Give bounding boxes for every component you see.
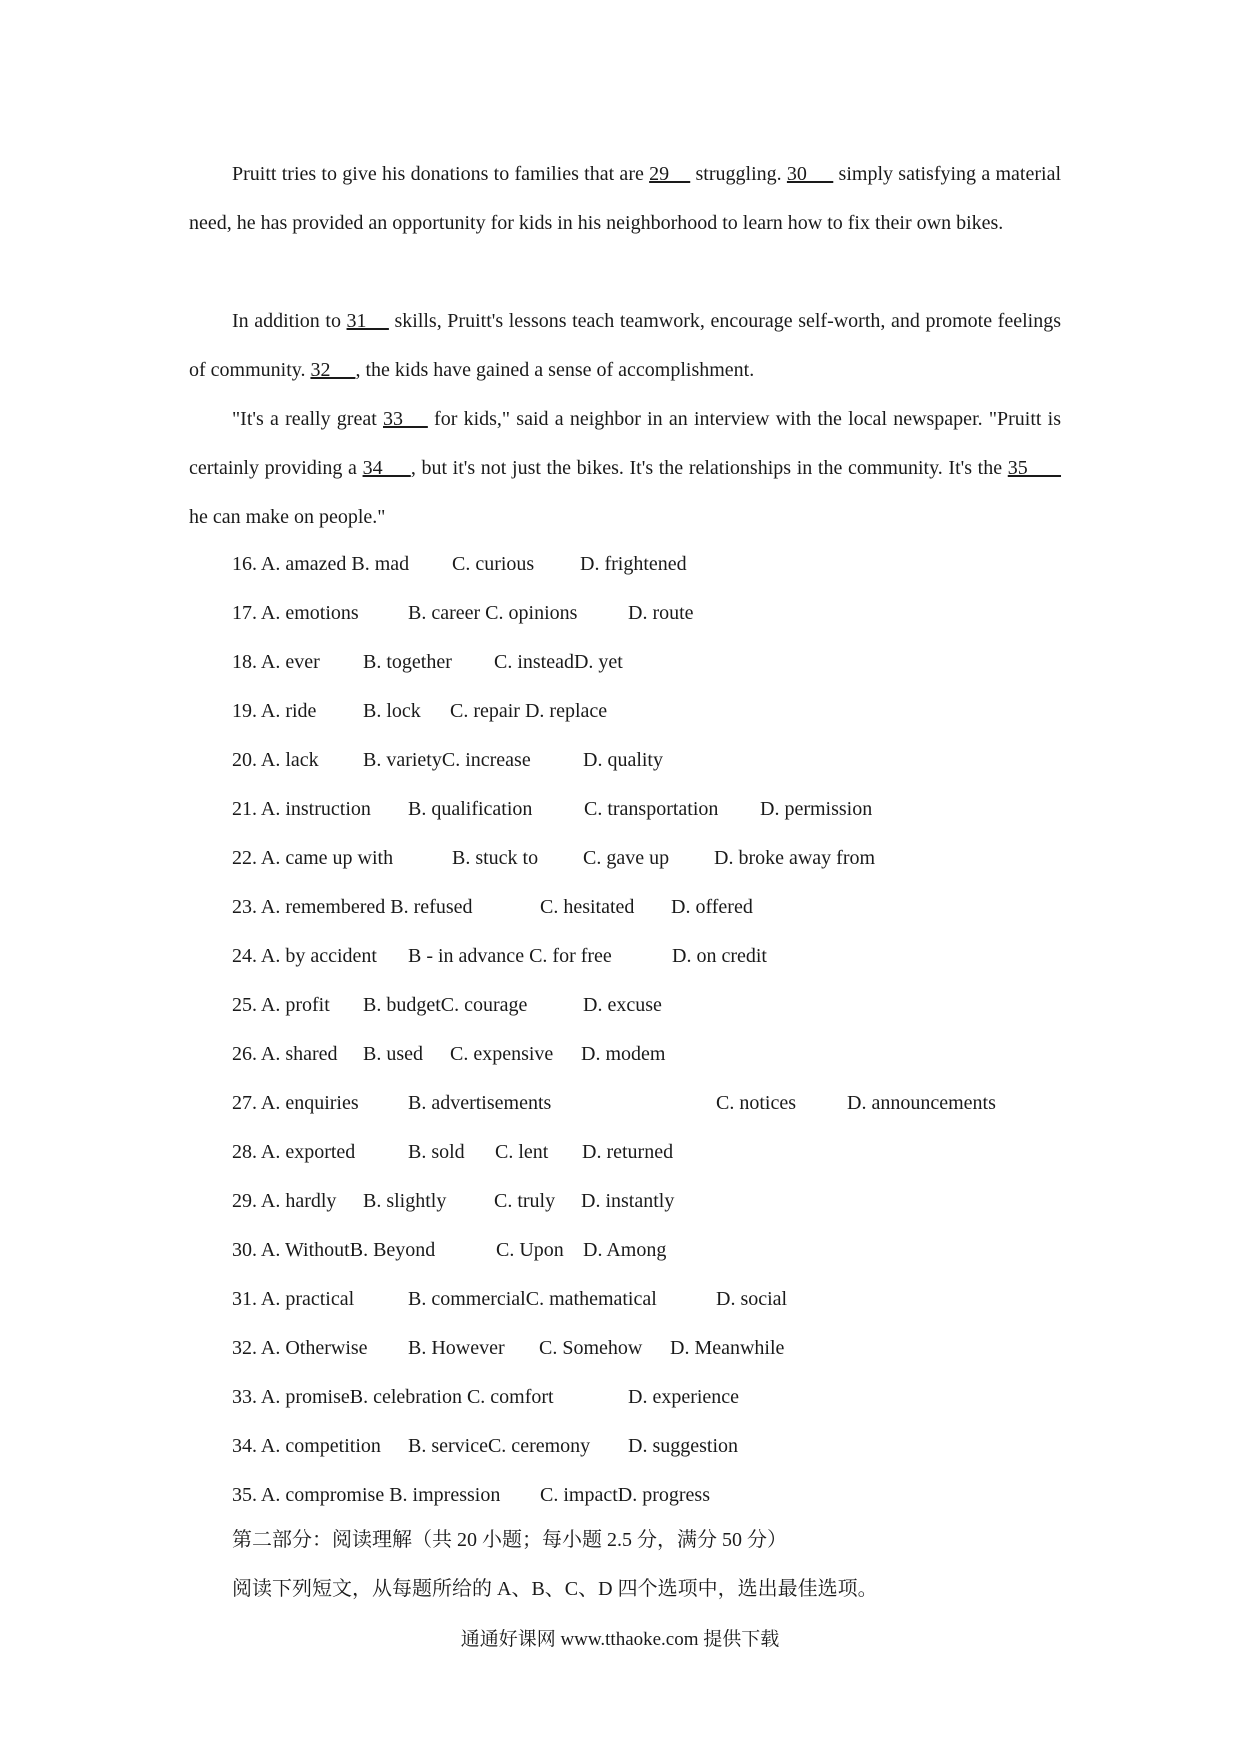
option-text: 17. A. emotions	[232, 602, 359, 624]
option-text: 21. A. instruction	[232, 798, 371, 820]
option-text: C. impactD. progress	[540, 1484, 710, 1506]
option-text: C. hesitated	[540, 896, 635, 918]
option-text: B. commercialC. mathematical	[408, 1288, 657, 1310]
option-text: B. budgetC. courage	[363, 994, 528, 1016]
option-row-29	[232, 1177, 996, 1226]
option-text: B. stuck to	[452, 847, 539, 869]
option-text: 34. A. competition	[232, 1435, 381, 1457]
option-row-22	[232, 834, 996, 883]
option-text: C. repair D. replace	[450, 700, 608, 722]
blank-30: 30	[786, 163, 834, 185]
option-row-18	[232, 638, 996, 687]
option-text: 19. A. ride	[232, 700, 317, 722]
option-row-34	[232, 1422, 996, 1471]
passage-paragraph-3	[189, 395, 1061, 542]
passage-paragraph-2	[189, 297, 1061, 395]
option-text: B. slightly	[363, 1190, 447, 1212]
option-text: D. returned	[582, 1141, 674, 1163]
option-text: D. modem	[581, 1043, 666, 1065]
option-text: 26. A. shared	[232, 1043, 338, 1065]
option-text: 35. A. compromise B. impression	[232, 1484, 501, 1506]
option-text: B. advertisements	[408, 1092, 552, 1114]
option-row-19	[232, 687, 996, 736]
option-row-21	[232, 785, 996, 834]
text-run: Pruitt tries to give his donations to families that are	[232, 163, 650, 185]
passage-paragraph-1	[189, 150, 1061, 248]
option-text: 33. A. promiseB. celebration C. comfort	[232, 1386, 554, 1408]
text-run: simply satisfying a material need, he has provided an opportunity for kids in his neighborhood to learn how to fix their own bikes.	[189, 163, 1062, 234]
option-text: B. However	[408, 1337, 505, 1359]
section-instruction: 阅读下列短文，从每题所给的 A、B、C、D 四个选项中，选出最佳选项。	[232, 1578, 878, 1600]
option-text: B - in advance C. for free	[408, 945, 612, 967]
option-text: C. curious	[452, 553, 535, 575]
option-text: B. qualification	[408, 798, 533, 820]
text-run: , but it's not just the bikes. It's the relationships in the community. It's the	[410, 457, 1008, 479]
option-row-32	[232, 1324, 996, 1373]
text-run: In addition to	[232, 310, 347, 332]
option-text: D. permission	[760, 798, 873, 820]
text-run: , the kids have gained a sense of accomplishment.	[355, 359, 755, 381]
option-text: D. frightened	[580, 553, 687, 575]
option-text: 23. A. remembered B. refused	[232, 896, 473, 918]
option-row-33	[232, 1373, 996, 1422]
blank-35: 35	[1007, 457, 1062, 479]
option-text: 29. A. hardly	[232, 1190, 337, 1212]
option-row-24	[232, 932, 996, 981]
option-row-27	[232, 1079, 996, 1128]
option-row-17	[232, 589, 996, 638]
option-text: C. gave up	[583, 847, 670, 869]
option-text: 20. A. lack	[232, 749, 319, 771]
option-text: D. broke away from	[714, 847, 876, 869]
option-text: 22. A. came up with	[232, 847, 394, 869]
option-row-16	[232, 540, 996, 589]
option-row-23	[232, 883, 996, 932]
option-text: B. varietyC. increase	[363, 749, 531, 771]
option-text: C. truly	[494, 1190, 556, 1212]
option-text: C. expensive	[450, 1043, 554, 1065]
option-text: D. social	[716, 1288, 788, 1310]
option-text: D. announcements	[847, 1092, 996, 1114]
option-text: D. instantly	[581, 1190, 675, 1212]
option-text: B. sold	[408, 1141, 465, 1163]
option-text: C. notices	[716, 1092, 796, 1114]
option-text: 30. A. WithoutB. Beyond	[232, 1239, 436, 1261]
option-text: 28. A. exported	[232, 1141, 356, 1163]
options-list	[232, 540, 996, 1520]
section-heading: 第二部分：阅读理解（共 20 小题；每小题 2.5 分，满分 50 分）	[232, 1529, 787, 1551]
option-text: 32. A. Otherwise	[232, 1337, 368, 1359]
option-row-28	[232, 1128, 996, 1177]
option-text: D. offered	[671, 896, 753, 918]
option-text: C. lent	[495, 1141, 549, 1163]
blank-34: 34	[362, 457, 411, 479]
option-text: 16. A. amazed B. mad	[232, 553, 410, 575]
option-text: D. Among	[583, 1239, 667, 1261]
blank-33: 33	[383, 408, 428, 430]
option-text: B. together	[363, 651, 452, 673]
option-text: B. career C. opinions	[408, 602, 578, 624]
option-row-31	[232, 1275, 996, 1324]
option-text: D. excuse	[583, 994, 662, 1016]
footer-credit: 通通好课网 www.tthaoke.com 提供下载	[460, 1629, 780, 1650]
blank-31: 31	[346, 310, 389, 332]
option-text: C. insteadD. yet	[494, 651, 623, 673]
option-text: B. serviceC. ceremony	[408, 1435, 591, 1457]
option-text: C. Somehow	[539, 1337, 643, 1359]
option-row-26	[232, 1030, 996, 1079]
option-row-35	[232, 1471, 996, 1520]
option-text: D. Meanwhile	[670, 1337, 785, 1359]
option-row-20	[232, 736, 996, 785]
text-run: struggling.	[690, 163, 787, 185]
blank-32: 32	[310, 359, 356, 381]
blank-29: 29	[649, 163, 691, 185]
text-run: skills, Pruitt's lessons teach teamwork, encourage self-worth, and promote feelings of community.	[189, 310, 1061, 381]
option-text: D. route	[628, 602, 694, 624]
option-text: 25. A. profit	[232, 994, 330, 1016]
option-text: D. experience	[628, 1386, 740, 1408]
option-text: 18. A. ever	[232, 651, 320, 673]
option-text: D. on credit	[672, 945, 767, 967]
text-run: he can make on people."	[189, 506, 386, 528]
option-text: D. suggestion	[628, 1435, 738, 1457]
option-text: B. used	[363, 1043, 423, 1065]
option-text: B. lock	[363, 700, 421, 722]
option-text: 27. A. enquiries	[232, 1092, 359, 1114]
text-run: for kids," said a neighbor in an interview with the local newspaper. "Pruitt is certainly providing a	[189, 408, 1061, 479]
option-row-25	[232, 981, 996, 1030]
option-text: C. transportation	[584, 798, 719, 820]
option-text: 31. A. practical	[232, 1288, 355, 1310]
option-text: D. quality	[583, 749, 663, 771]
option-text: C. Upon	[496, 1239, 564, 1261]
option-text: 24. A. by accident	[232, 945, 377, 967]
text-run: "It's a really great	[232, 408, 383, 430]
option-row-30	[232, 1226, 996, 1275]
